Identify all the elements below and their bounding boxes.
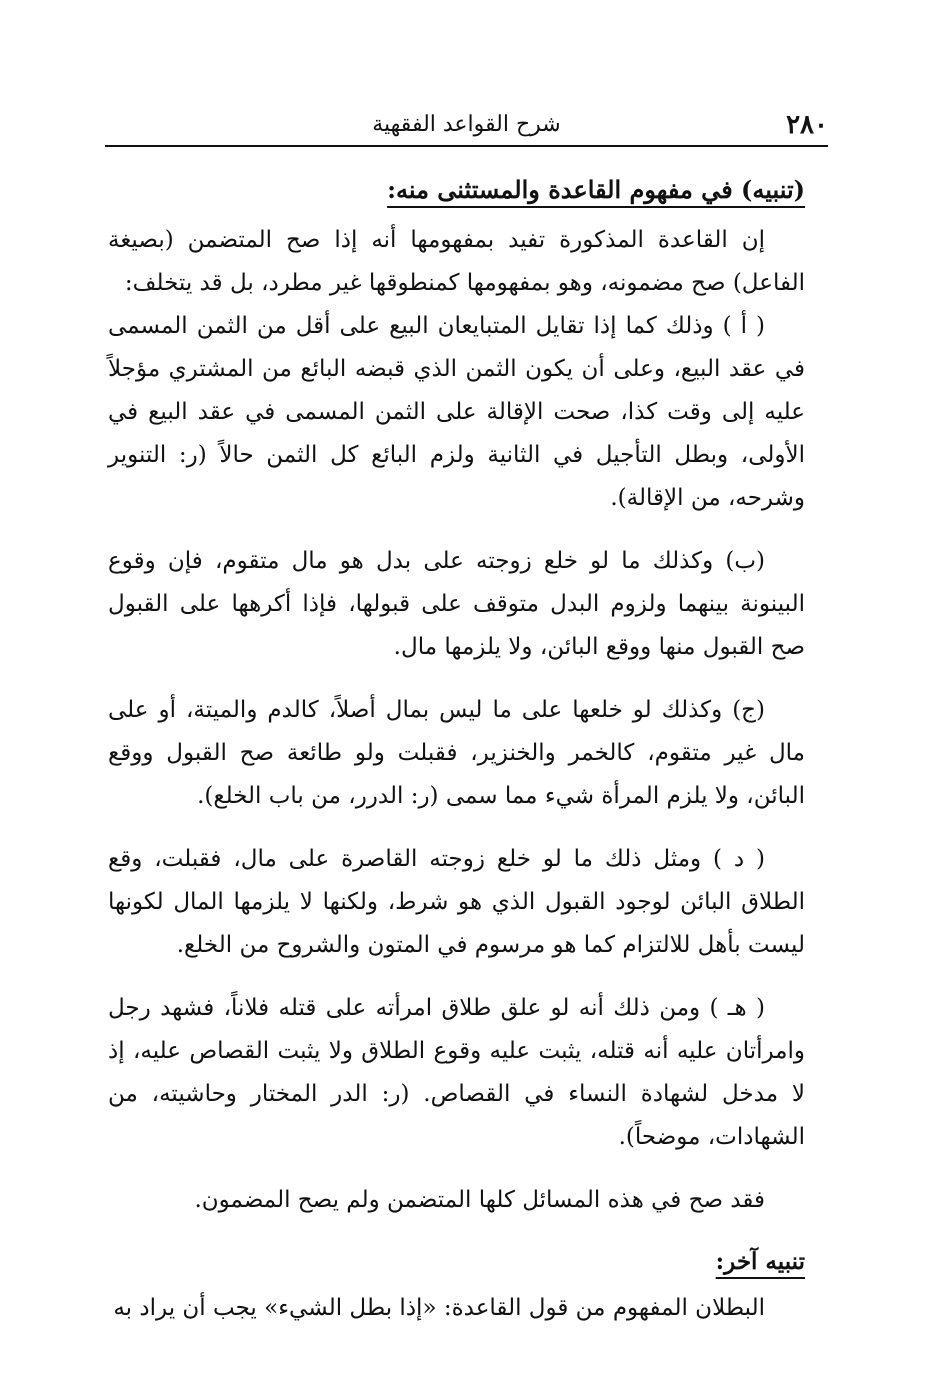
- item-c-paragraph: (ج) وكذلك لو خلعها على ما ليس بمال أصلاً، كالدم والميتة، أو على مال غير متقوم، كالخمر والخنزير، فقبلت ولو طائعة صح القبول ووقع البائن، ولا يلزم المرأة شيء مما سمى (ر: الدرر، من باب الخلع).: [108, 697, 805, 809]
- subheading-text: تنبيه آخر:: [715, 1248, 805, 1275]
- intro-paragraph: إن القاعدة المذكورة تفيد بمفهومها أنه إذا صح المتضمن (بصيغة الفاعل) صح مضمونه، وهو بمفهومها كمنطوقها غير مطرد، بل قد يتخلف:: [108, 227, 805, 296]
- conclusion-paragraph: فقد صح في هذه المسائل كلها المتضمن ولم يصح المضمون.: [194, 1187, 765, 1213]
- page-header: [105, 100, 828, 146]
- running-title: شرح القواعد الفقهية: [372, 112, 561, 137]
- header-divider: [105, 145, 828, 147]
- item-b-paragraph: (ب) وكذلك ما لو خلع زوجته على بدل هو مال متقوم، فإن وقوع البينونة بينهما ولزوم البدل متوقف على قبولها، فإذا أكرهها على القبول صح القبول منها ووقع البائن، ولا يلزمها مال.: [108, 548, 805, 660]
- item-d-paragraph: ( د ) ومثل ذلك ما لو خلع زوجته القاصرة على مال، فقبلت، وقع الطلاق البائن لوجود القبول الذي هو شرط، ولكنها لا يلزمها المال لكونها ليست بأهل للالتزام كما هو مرسوم في المتون والشروح من الخلع.: [108, 846, 805, 958]
- section-heading: [108, 168, 805, 211]
- final-paragraph: البطلان المفهوم من قول القاعدة: «إذا بطل الشيء» يجب أن يراد به: [113, 1295, 765, 1321]
- subheading: [108, 1240, 805, 1283]
- item-a-paragraph: ( أ ) وذلك كما إذا تقايل المتبايعان البيع على أقل من الثمن المسمى في عقد البيع، وعلى أن يكون الثمن الذي قبضه البائع من المشتري مؤجلاً عليه إلى وقت كذا، صحت الإقالة على الثمن المسمى في عقد البيع في الأولى، وبطل التأجيل في الثانية ولزم البائع كل الثمن حالاً (ر: التنوير وشرحه، من الإقالة).: [108, 313, 805, 511]
- item-h-paragraph: ( هـ ) ومن ذلك أنه لو علق طلاق امرأته على قتله فلاناً، فشهد رجل وامرأتان عليه أنه قتله، يثبت عليه وقوع الطلاق ولا يثبت القصاص عليه، إذ لا مدخل لشهادة النساء في القصاص. (ر: الدر المختار وحاشيته، من الشهادات، موضحاً).: [108, 995, 805, 1150]
- page-body: [108, 168, 805, 1330]
- section-heading-text: (تنبيه) في مفهوم القاعدة والمستثنى منه:: [387, 175, 805, 204]
- page-number: ٢٨٠: [786, 110, 828, 140]
